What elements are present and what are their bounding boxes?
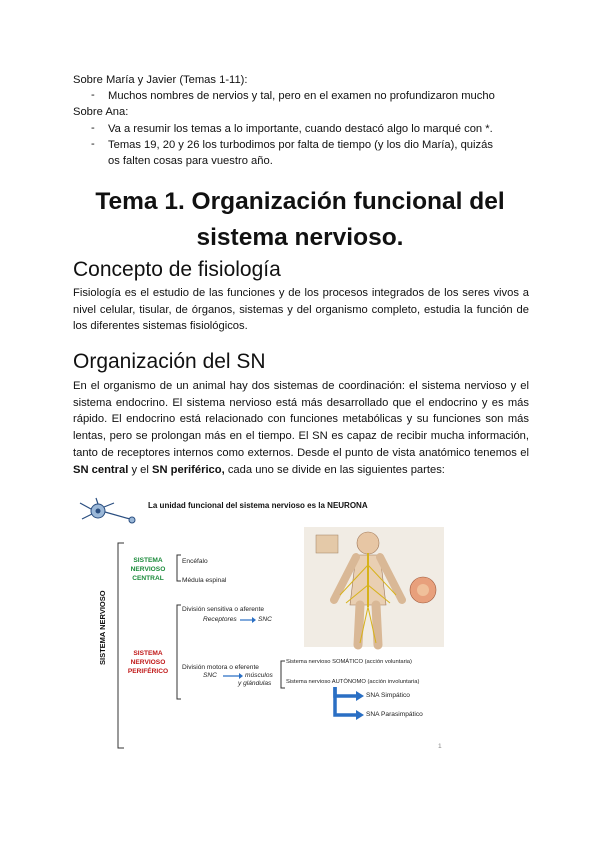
body-text-b: y el [128,463,152,476]
nervous-system-diagram [68,495,450,760]
bold-sn-central: SN central [73,463,129,476]
note-bullet-2: Va a resumir los temas a lo importante, cuando destacó algo lo marqué con *. [108,123,493,135]
dash-2: - [91,122,95,134]
snc-label-2: SNC [203,672,217,679]
section-heading-fisiologia: Concepto de fisiología [73,258,281,281]
glandulas-label: y glándulas [238,680,272,687]
autonomo-label: Sistema nervioso AUTÓNOMO (acción involuntaria) [286,679,420,685]
note-bullet-1: Muchos nombres de nervios y tal, pero en el examen no profundizaron mucho [108,90,495,102]
body-nervous-system-image [304,527,444,647]
note-line-2: Sobre Ana: [73,106,129,118]
peripheral-label: SISTEMA NERVIOSO PERIFÉRICO [127,650,169,675]
body-text-a: En el organismo de un animal hay dos sistemas de coordinación: el sistema nervioso y el sistema endocrino. El sistema nervioso está más desarrollado que el endocrino y es más rápido. El endocrino está relacionado con funciones metabólicas y su funciones son más lentas, pero se prolongan más en el tiempo. El SN es capaz de recibir mucha información, tanto de receptores internos como externos. Desde el punto de vista anatómico tenemos el [73,380,529,459]
parasimpatico-label: SNA Parasimpático [366,711,423,718]
note-bullet-3a: Temas 19, 20 y 26 los turbodimos por falta de tiempo (y los dio María), quizás [108,139,493,151]
page-title-line-2: sistema nervioso. [196,224,404,251]
dash-3: - [91,138,95,150]
central-label: SISTEMA NERVIOSO CENTRAL [130,557,166,582]
note-line-1: Sobre María y Javier (Temas 1-11): [73,74,248,86]
motora-label: División motora o eferente [182,664,259,671]
note-bullet-3b: os falten cosas para vuestro año. [108,155,273,167]
neuron-icon [80,498,135,523]
snc-label-1: SNC [258,616,272,623]
page-title-line-1: Tema 1. Organización funcional del [95,188,505,215]
body-text-c: cada uno se divide en las siguientes partes: [224,463,445,476]
bold-sn-periferico: SN periférico, [151,463,225,476]
section-body-fisiologia: Fisiología es el estudio de las funciones y de los procesos integrados de los seres vivos a nivel celular, tisular, de órganos, sistemas y del organismo completo, estudia la función de los diferentes sistemas fisiológicos. [73,287,529,333]
somatico-label: Sistema nervioso SOMÁTICO (acción voluntaria) [286,659,412,665]
slide-page-number: 1 [438,743,442,750]
dash-1: - [91,89,95,101]
receptores-label: Receptores [203,616,237,623]
diagram-lines [68,495,450,760]
section-body-organizacion [73,378,529,478]
diagram-root-label: SISTEMA NERVIOSO [98,590,107,665]
musculos-label: músculos [245,672,273,679]
diagram-title: La unidad funcional del sistema nervioso es la NEURONA [148,501,368,510]
medula-label: Médula espinal [182,577,227,584]
encefalo-label: Encéfalo [182,558,208,565]
section-heading-organizacion: Organización del SN [73,350,266,373]
sensitiva-label: División sensitiva o aferente [182,606,265,613]
simpatico-label: SNA Simpático [366,692,410,699]
